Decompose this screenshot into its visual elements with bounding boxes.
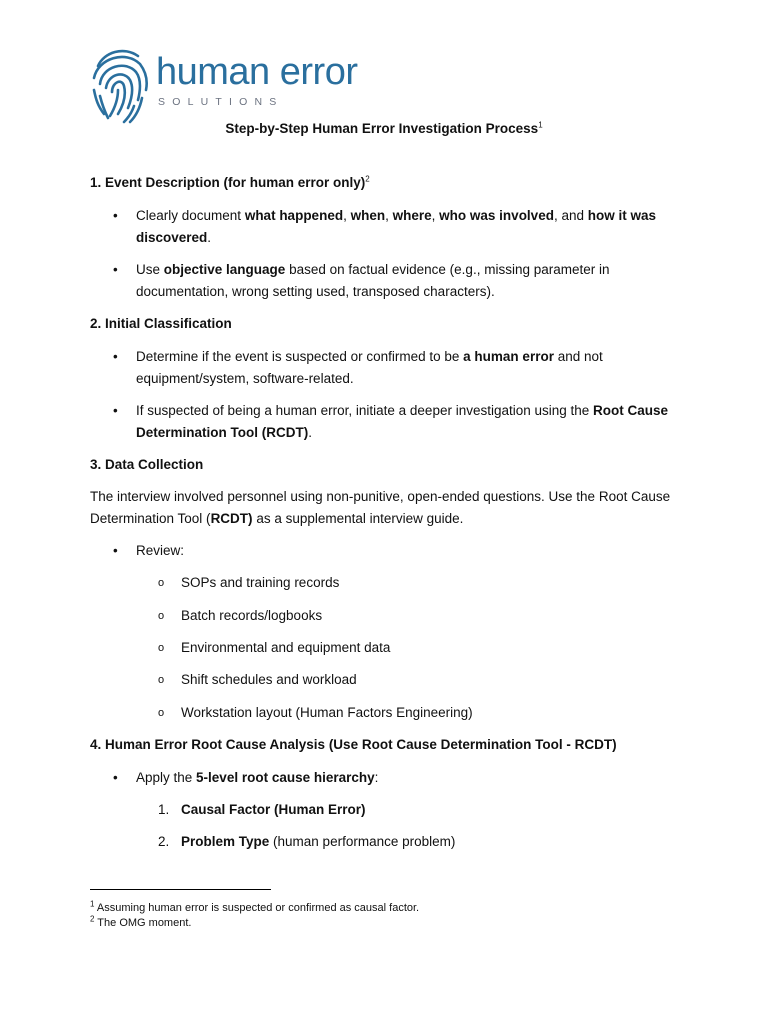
bold-run: a human error	[463, 349, 554, 364]
list-item	[113, 346, 673, 390]
document-title-text: Step-by-Step Human Error Investigation Process	[225, 121, 539, 136]
text-run: :	[374, 770, 379, 785]
hollow-circle-icon: o	[158, 642, 165, 654]
sub-list-item	[158, 605, 658, 627]
bold-run: Causal Factor (Human Error)	[181, 802, 366, 817]
bullet-icon: •	[113, 770, 118, 785]
section-1-heading-text: 1. Event Description (for human error only)	[90, 175, 366, 190]
section-4-heading: 4. Human Error Root Cause Analysis (Use Root Cause Determination Tool - RCDT)	[90, 737, 617, 752]
footnote-1	[90, 901, 419, 915]
logo-tagline: SOLUTIONS	[158, 96, 284, 108]
footnote-mark: 2	[90, 914, 95, 924]
footnote-ref-1[interactable]: 1	[538, 120, 543, 130]
text-run: If suspected of being a human error, initiate a deeper investigation using the	[136, 403, 594, 418]
bullet-icon: •	[113, 403, 118, 418]
numbered-item	[158, 831, 658, 853]
sub-list-item-text: Batch records/logbooks	[181, 608, 323, 623]
footnote-text: Assuming human error is suspected or confirmed as causal factor.	[94, 902, 420, 914]
text-run: ,	[385, 208, 393, 223]
bullet-icon: •	[113, 349, 118, 364]
text-run: Use	[136, 262, 164, 277]
text-run: , and	[553, 208, 588, 223]
text-run: .	[308, 425, 313, 440]
company-logo	[90, 44, 358, 124]
section-2-heading: 2. Initial Classification	[90, 316, 232, 331]
sub-list-item	[158, 669, 658, 691]
bold-run: where	[392, 208, 432, 223]
bullet-icon: •	[113, 262, 118, 277]
sub-list-item-text: SOPs and training records	[181, 575, 340, 590]
list-item	[113, 205, 673, 249]
bold-run: what happened	[244, 208, 344, 223]
bold-run: RCDT)	[210, 511, 253, 526]
bullet-icon: •	[113, 208, 118, 223]
bold-run: how it was discovered	[136, 208, 656, 245]
bullet-icon: •	[113, 543, 118, 558]
list-item	[113, 767, 673, 789]
text-run: Apply the	[136, 770, 197, 785]
hollow-circle-icon: o	[158, 674, 165, 686]
hollow-circle-icon: o	[158, 610, 165, 622]
item-number: 1.	[158, 802, 170, 817]
numbered-item	[158, 799, 658, 821]
hollow-circle-icon: o	[158, 577, 165, 589]
logo-brand-text: human error	[156, 51, 358, 93]
list-item	[113, 540, 673, 562]
footnote-ref-2[interactable]: 2	[365, 174, 370, 184]
list-item-text: Review:	[136, 543, 185, 558]
text-run: and not equipment/system, software-related.	[136, 349, 603, 386]
text-run: ,	[343, 208, 351, 223]
text-run: .	[207, 230, 212, 245]
section-3-heading: 3. Data Collection	[90, 457, 204, 472]
bold-run: 5-level root cause hierarchy	[196, 770, 375, 785]
text-run: Determine if the event is suspected or confirmed to be	[136, 349, 464, 364]
footnote-text: The OMG moment.	[94, 917, 192, 929]
bold-run: when	[350, 208, 386, 223]
section-1-heading	[90, 175, 370, 190]
sub-list-item-text: Workstation layout (Human Factors Engineering)	[181, 705, 473, 720]
bold-run: Root Cause Determination Tool (RCDT)	[136, 403, 669, 440]
text-run: ,	[431, 208, 440, 223]
text-run: Clearly document	[136, 208, 245, 223]
sub-list-item	[158, 572, 658, 594]
bold-run: objective language	[163, 262, 286, 277]
fingerprint-icon	[90, 44, 152, 124]
bold-run: who was involved	[439, 208, 554, 223]
list-item	[113, 259, 673, 303]
text-run: as a supplemental interview guide.	[252, 511, 464, 526]
list-item	[113, 400, 673, 444]
paragraph	[90, 486, 678, 530]
sub-list-item	[158, 702, 658, 724]
document-title	[0, 121, 768, 136]
text-run: based on factual evidence (e.g., missing parameter in documentation, wrong setting used, transposed characters).	[136, 262, 610, 299]
footnote-2	[90, 916, 191, 930]
text-run: The interview involved personnel using non-punitive, open-ended questions. Use the Root Cause Determination Tool (	[90, 489, 671, 526]
sub-list-item-text: Environmental and equipment data	[181, 640, 391, 655]
sub-list-item	[158, 637, 658, 659]
hollow-circle-icon: o	[158, 707, 165, 719]
footnote-mark: 1	[90, 899, 95, 909]
sub-list-item-text: Shift schedules and workload	[181, 672, 357, 687]
footnote-separator	[90, 889, 271, 890]
bold-run: Problem Type	[181, 834, 270, 849]
text-run: (human performance problem)	[269, 834, 456, 849]
item-number: 2.	[158, 834, 170, 849]
